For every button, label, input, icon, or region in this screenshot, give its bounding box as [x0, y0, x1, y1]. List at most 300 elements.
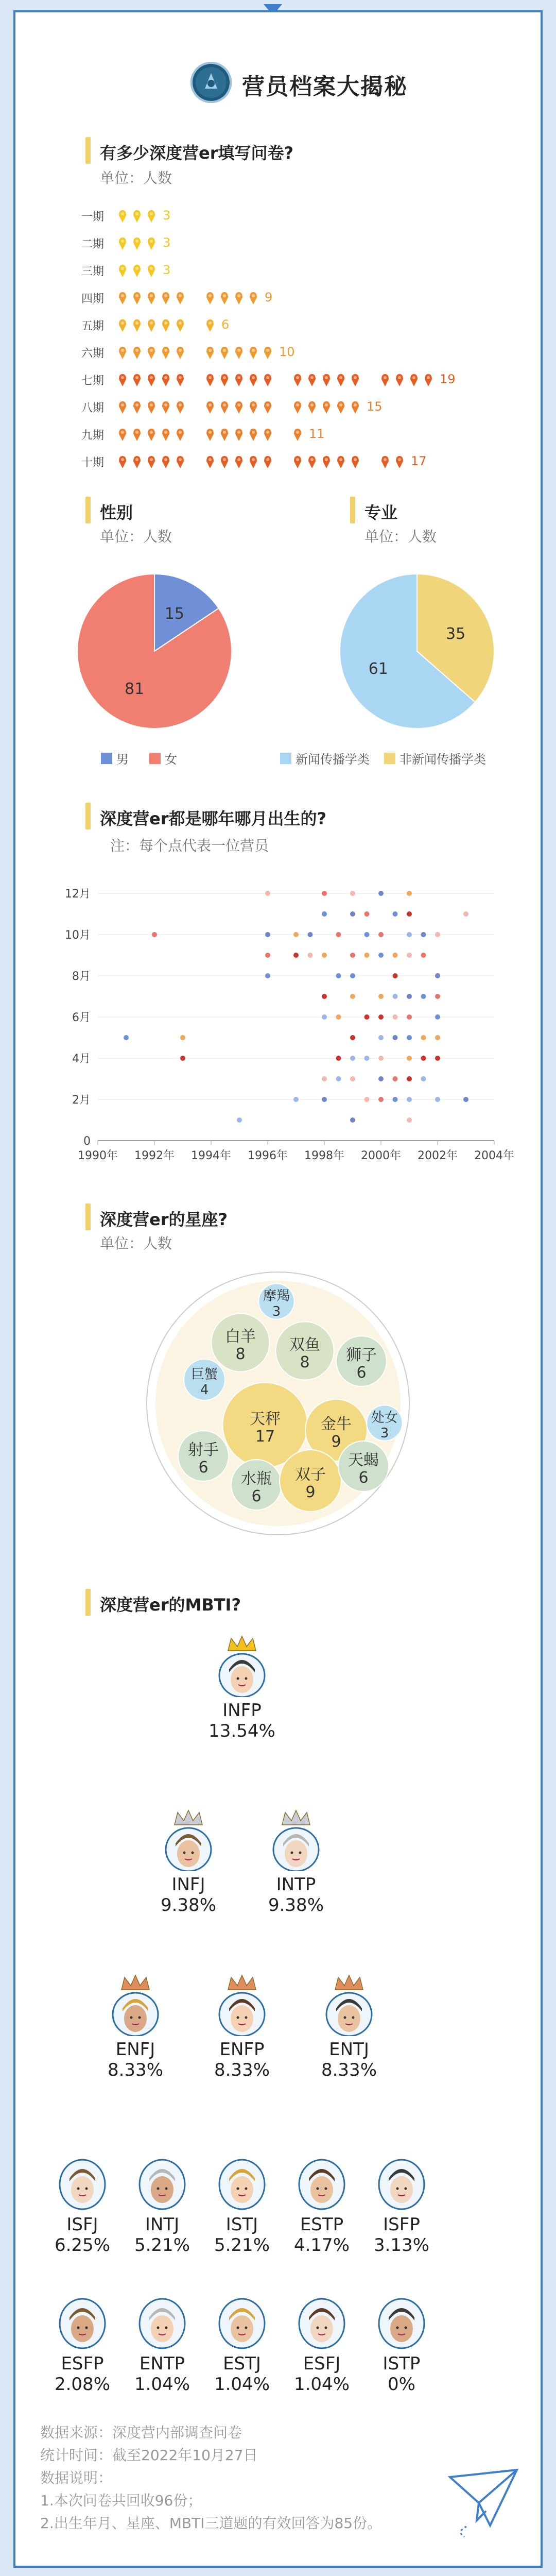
birth-point	[393, 953, 398, 958]
participant-mark	[235, 400, 243, 414]
legend-non-news	[384, 749, 486, 767]
zodiac-count: 4	[200, 1382, 209, 1398]
y-tick-label: 0	[83, 1135, 91, 1148]
participant-mark	[322, 400, 331, 414]
mbti-percent: 8.33%	[321, 2060, 377, 2080]
participant-mark	[133, 264, 141, 277]
mbti-item	[196, 1974, 288, 2080]
participant-mark	[147, 236, 155, 250]
birth-point	[407, 1117, 412, 1123]
legend-swatch	[280, 753, 291, 764]
legend-label: 非新闻传播学类	[399, 752, 486, 767]
birth-point	[463, 911, 468, 917]
participant-mark	[176, 291, 184, 304]
period-label: 四期	[81, 293, 105, 306]
avatar	[373, 2149, 430, 2211]
birth-point	[463, 1097, 468, 1102]
birth-scatter-chart	[21, 878, 535, 1177]
mbti-type: ENTP	[139, 2353, 185, 2374]
major-value-label: 35	[446, 624, 466, 643]
survey-count-unit: 单位：人数	[100, 170, 172, 187]
gender-unit: 单位：人数	[100, 528, 172, 545]
x-tick-label: 2002年	[418, 1149, 458, 1162]
participant-mark	[118, 209, 127, 223]
birth-point	[407, 1076, 412, 1081]
birth-point	[364, 1056, 370, 1061]
participant-mark	[176, 428, 184, 441]
x-tick-label: 2004年	[474, 1149, 514, 1162]
birth-point	[435, 1014, 440, 1020]
participant-mark	[206, 428, 214, 441]
mbti-type: ENTJ	[329, 2039, 369, 2060]
mbti-item	[142, 1809, 235, 1916]
mbti-percent: 9.38%	[160, 1895, 216, 1916]
legend-male	[101, 749, 129, 767]
birth-point	[393, 1035, 398, 1040]
participant-mark	[264, 428, 272, 441]
zodiac-count: 6	[251, 1487, 262, 1505]
zodiac-title: 深度营er的星座?	[100, 1210, 228, 1229]
birth-point	[435, 1056, 440, 1061]
birth-point	[378, 953, 384, 958]
participant-mark	[308, 455, 316, 468]
legend-swatch	[149, 753, 161, 764]
participant-mark	[133, 455, 141, 468]
participant-mark	[424, 373, 432, 386]
section-bar	[85, 803, 91, 829]
gender-value-label: 15	[164, 605, 184, 623]
zodiac-count: 8	[235, 1345, 246, 1363]
mbti-item	[355, 2149, 448, 2256]
birth-point	[421, 932, 426, 937]
participant-mark	[118, 428, 127, 441]
birth-point	[322, 953, 327, 958]
participant-mark	[133, 209, 141, 223]
zodiac-count: 17	[255, 1428, 275, 1446]
birth-point	[407, 1056, 412, 1061]
participant-mark	[249, 455, 257, 468]
birth-point	[322, 994, 327, 999]
zodiac-name: 处女	[371, 1410, 398, 1426]
y-tick-label: 4月	[72, 1053, 91, 1065]
participant-mark	[176, 373, 184, 386]
birth-point	[378, 932, 384, 937]
avatar	[214, 2149, 270, 2211]
zodiac-count: 3	[272, 1304, 281, 1319]
mbti-type: ISTJ	[225, 2214, 258, 2235]
section-bar	[85, 497, 91, 523]
birth-point	[407, 932, 412, 937]
paper-plane-icon	[446, 2465, 523, 2542]
birth-point	[378, 1076, 384, 1081]
mbti-percent: 13.54%	[208, 1721, 275, 1741]
mbti-percent: 1.04%	[134, 2374, 190, 2395]
mbti-type: ESFP	[61, 2353, 104, 2374]
participant-mark	[162, 346, 170, 359]
participant-mark	[206, 400, 214, 414]
participant-mark	[162, 291, 170, 304]
x-tick-label: 1992年	[134, 1149, 175, 1162]
participant-mark	[322, 455, 331, 468]
birth-point	[265, 953, 270, 958]
avatar	[134, 2289, 190, 2350]
birth-point	[407, 994, 412, 999]
section-bar	[350, 497, 355, 523]
period-count: 3	[163, 208, 171, 223]
participant-mark	[264, 346, 272, 359]
participant-mark	[118, 455, 127, 468]
mbti-type: INTJ	[145, 2214, 180, 2235]
x-tick-label: 1990年	[78, 1149, 118, 1162]
participant-mark	[147, 318, 155, 332]
participant-mark	[118, 346, 127, 359]
mbti-type: INFJ	[171, 1874, 205, 1895]
participant-mark	[118, 264, 127, 277]
birth-point	[350, 911, 355, 917]
birth-point	[364, 932, 370, 937]
avatar	[54, 2149, 111, 2211]
zodiac-count: 3	[380, 1426, 389, 1441]
mbti-item	[116, 2289, 208, 2395]
mbti-type: ESTJ	[223, 2353, 261, 2374]
avatar	[268, 1809, 324, 1871]
participant-mark	[176, 400, 184, 414]
participant-mark	[206, 373, 214, 386]
participant-mark	[133, 400, 141, 414]
mbti-item	[250, 1809, 342, 1916]
birth-point	[407, 911, 412, 917]
birth-point	[393, 1014, 398, 1020]
birth-point	[124, 1035, 129, 1040]
avatar	[293, 2289, 350, 2350]
participant-mark	[162, 455, 170, 468]
zodiac-unit: 单位：人数	[100, 1235, 172, 1252]
mbti-percent: 1.04%	[293, 2374, 350, 2395]
participant-mark	[133, 291, 141, 304]
birth-title: 深度营er都是哪年哪月出生的?	[100, 809, 327, 828]
participant-mark	[220, 291, 229, 304]
birth-point	[336, 1014, 341, 1020]
participant-mark	[308, 373, 316, 386]
birth-point	[322, 1097, 327, 1102]
participant-mark	[264, 400, 272, 414]
participant-mark	[147, 346, 155, 359]
mbti-type: ENFJ	[115, 2039, 155, 2060]
participant-mark	[133, 236, 141, 250]
x-tick-label: 1994年	[191, 1149, 231, 1162]
participant-mark	[249, 291, 257, 304]
mbti-item	[303, 1974, 395, 2080]
participant-mark	[351, 373, 359, 386]
birth-point	[435, 994, 440, 999]
participant-mark	[293, 400, 302, 414]
zodiac-name: 巨蟹	[190, 1367, 218, 1382]
participant-mark	[351, 455, 359, 468]
birth-point	[265, 891, 270, 896]
zodiac-name: 白羊	[225, 1328, 256, 1346]
mbti-type: ISFJ	[66, 2214, 98, 2235]
y-tick-label: 6月	[72, 1011, 91, 1024]
participant-mark	[147, 209, 155, 223]
mbti-percent: 6.25%	[54, 2235, 110, 2256]
mbti-percent: 3.13%	[373, 2235, 429, 2256]
gender-value-label: 81	[125, 680, 145, 698]
birth-point	[407, 953, 412, 958]
participant-mark	[162, 400, 170, 414]
birth-point	[378, 994, 384, 999]
avatar	[160, 1809, 217, 1871]
participant-mark	[147, 291, 155, 304]
birth-point	[308, 953, 313, 958]
birth-point	[421, 994, 426, 999]
participant-mark	[293, 455, 302, 468]
period-count: 9	[265, 290, 273, 304]
period-count: 11	[309, 427, 325, 441]
legend-label: 新闻传播学类	[296, 752, 370, 767]
participant-mark	[308, 400, 316, 414]
birth-point	[237, 1117, 242, 1123]
participant-mark	[249, 346, 257, 359]
birth-point	[393, 911, 398, 917]
section-bar	[85, 137, 91, 164]
participant-mark	[235, 346, 243, 359]
participant-mark	[395, 455, 404, 468]
birth-point	[364, 911, 370, 917]
mbti-type: ESTP	[300, 2214, 344, 2235]
mbti-percent: 9.38%	[268, 1895, 324, 1916]
participant-mark	[249, 400, 257, 414]
avatar	[373, 2289, 430, 2350]
birth-point	[393, 1097, 398, 1102]
y-tick-label: 12月	[65, 888, 91, 901]
footer-note-2: 2.出生年月、星座、MBTI三道题的有效回答为85份。	[40, 2515, 382, 2532]
period-count: 3	[163, 263, 171, 277]
birth-point	[265, 973, 270, 978]
participant-mark	[162, 428, 170, 441]
legend-swatch	[101, 753, 112, 764]
period-count: 17	[411, 454, 427, 468]
participant-mark	[337, 455, 345, 468]
mbti-type: ISFP	[383, 2214, 420, 2235]
birth-point	[407, 1035, 412, 1040]
participant-mark	[147, 264, 155, 277]
birth-point	[293, 953, 299, 958]
birth-point	[322, 1076, 327, 1081]
avatar	[214, 1974, 270, 2036]
major-unit: 单位：人数	[364, 528, 437, 545]
birth-point	[322, 911, 327, 917]
mbti-type: INTP	[276, 1874, 316, 1895]
participant-mark	[220, 400, 229, 414]
participant-mark	[162, 373, 170, 386]
birth-point	[180, 1035, 185, 1040]
mbti-percent: 8.33%	[107, 2060, 163, 2080]
y-tick-label: 10月	[65, 929, 91, 942]
participant-mark	[235, 373, 243, 386]
zodiac-count: 6	[358, 1469, 369, 1487]
zodiac-name: 双鱼	[289, 1336, 320, 1354]
birth-point	[393, 1076, 398, 1081]
gender-title: 性别	[100, 503, 133, 522]
period-count: 15	[367, 399, 383, 414]
legend-female	[149, 749, 177, 767]
header	[15, 59, 541, 110]
footer-source: 数据来源：深度营内部调查问卷	[40, 2424, 242, 2441]
mbti-item	[355, 2289, 448, 2395]
survey-count-title: 有多少深度营er填写问卷?	[100, 143, 294, 163]
birth-point	[393, 973, 398, 978]
participant-mark	[176, 318, 184, 332]
birth-point	[350, 891, 355, 896]
participant-mark	[206, 455, 214, 468]
participant-mark	[206, 346, 214, 359]
y-tick-label: 2月	[72, 1094, 91, 1107]
birth-point	[407, 1097, 412, 1102]
birth-point	[350, 1035, 355, 1040]
participant-mark	[118, 373, 127, 386]
birth-point	[364, 953, 370, 958]
participant-mark	[337, 373, 345, 386]
birth-point	[293, 932, 299, 937]
birth-point	[322, 1014, 327, 1020]
pie-charts	[15, 558, 541, 775]
participant-mark	[395, 373, 404, 386]
participant-mark	[133, 318, 141, 332]
participant-mark	[176, 346, 184, 359]
period-count: 3	[163, 235, 171, 250]
participant-mark	[264, 373, 272, 386]
period-label: 十期	[81, 456, 105, 469]
avatar	[214, 2289, 270, 2350]
birth-point	[265, 932, 270, 937]
participant-mark	[381, 373, 389, 386]
footer-note-title: 数据说明：	[40, 2469, 113, 2486]
mbti-percent: 5.21%	[134, 2235, 190, 2256]
participant-mark	[235, 291, 243, 304]
logo-icon	[190, 62, 232, 103]
legend-swatch	[384, 753, 395, 764]
infographic-frame	[13, 10, 543, 2568]
birth-point	[308, 932, 313, 937]
birth-point	[322, 891, 327, 896]
birth-point	[152, 932, 157, 937]
participant-mark	[162, 318, 170, 332]
period-label: 九期	[81, 429, 105, 442]
birth-point	[364, 1097, 370, 1102]
participant-mark	[147, 373, 155, 386]
participant-mark	[220, 373, 229, 386]
participant-mark	[235, 455, 243, 468]
zodiac-name: 水瓶	[241, 1470, 272, 1488]
mbti-item	[89, 1974, 182, 2080]
zodiac-count: 9	[331, 1433, 341, 1451]
mbti-percent: 2.08%	[54, 2374, 110, 2395]
birth-point	[378, 1056, 384, 1061]
birth-point	[336, 932, 341, 937]
birth-point	[336, 973, 341, 978]
birth-point	[378, 1035, 384, 1040]
participant-mark	[206, 291, 214, 304]
period-label: 三期	[81, 265, 105, 278]
birth-point	[407, 891, 412, 896]
participant-mark	[381, 455, 389, 468]
footer-time: 统计时间：截至2022年10月27日	[40, 2447, 258, 2464]
participant-mark	[118, 236, 127, 250]
zodiac-name: 双子	[295, 1466, 326, 1484]
legend-news	[280, 749, 370, 767]
birth-point	[336, 1076, 341, 1081]
birth-point	[180, 1056, 185, 1061]
birth-point	[350, 994, 355, 999]
avatar	[107, 1974, 164, 2036]
participant-mark	[220, 428, 229, 441]
participant-mark	[410, 373, 418, 386]
zodiac-count: 6	[198, 1459, 208, 1477]
zodiac-name: 天蝎	[348, 1451, 379, 1469]
birth-point	[421, 953, 426, 958]
period-label: 六期	[81, 347, 105, 360]
major-title: 专业	[364, 503, 398, 522]
footer-note-1: 1.本次问卷共回收96份；	[40, 2492, 202, 2509]
zodiac-count: 8	[300, 1353, 310, 1371]
birth-point	[407, 1014, 412, 1020]
birth-point	[421, 1056, 426, 1061]
mbti-item	[196, 2289, 288, 2395]
birth-point	[435, 932, 440, 937]
zodiac-name: 金牛	[321, 1415, 352, 1433]
birth-point	[378, 891, 384, 896]
mbti-item	[275, 2149, 368, 2256]
mbti-item	[196, 1635, 288, 1741]
mbti-type: ENFP	[219, 2039, 265, 2060]
participant-mark	[337, 400, 345, 414]
mbti-type: ESFJ	[303, 2353, 341, 2374]
participant-mark	[133, 373, 141, 386]
mbti-item	[36, 2149, 129, 2256]
period-label: 七期	[81, 375, 105, 387]
participant-mark	[133, 346, 141, 359]
participant-mark	[235, 428, 243, 441]
birth-point	[378, 1014, 384, 1020]
participant-mark	[147, 400, 155, 414]
zodiac-count: 9	[305, 1483, 316, 1501]
participant-mark	[322, 373, 331, 386]
participant-mark	[293, 428, 302, 441]
section-bar	[85, 1589, 91, 1616]
zodiac-name: 射手	[188, 1441, 219, 1459]
avatar	[293, 2149, 350, 2211]
period-count: 6	[221, 317, 230, 332]
period-label: 二期	[81, 238, 105, 251]
mbti-percent: 0%	[388, 2374, 415, 2395]
birth-point	[336, 1056, 341, 1061]
participant-mark	[249, 373, 257, 386]
zodiac-name: 天秤	[250, 1410, 281, 1428]
participant-mark	[176, 455, 184, 468]
birth-note: 注：每个点代表一位营员	[110, 837, 269, 854]
mbti-item	[196, 2149, 288, 2256]
birth-point	[435, 973, 440, 978]
participant-mark	[220, 455, 229, 468]
birth-point	[350, 1117, 355, 1123]
mbti-percent: 8.33%	[214, 2060, 270, 2080]
mbti-type: INFP	[222, 1700, 262, 1721]
mbti-percent: 5.21%	[214, 2235, 270, 2256]
legend-label: 女	[165, 752, 177, 767]
x-tick-label: 1996年	[248, 1149, 288, 1162]
mbti-title: 深度营er的MBTI?	[100, 1595, 241, 1615]
zodiac-bubble-chart	[21, 1269, 535, 1537]
